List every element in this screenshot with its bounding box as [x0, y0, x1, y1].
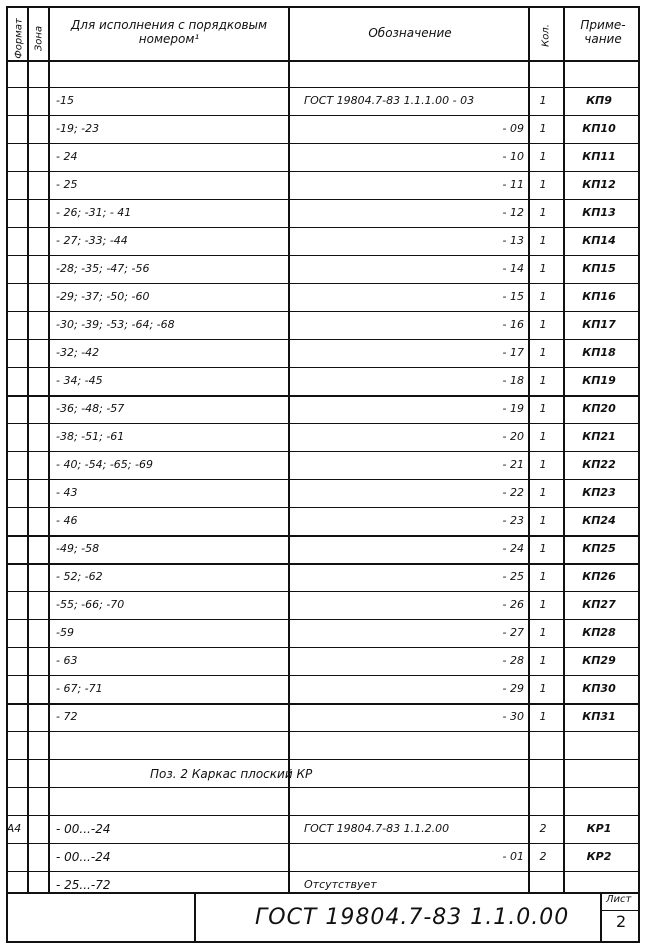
row-qty: 1 — [539, 486, 547, 499]
grid-hline — [6, 591, 640, 592]
grid-hline — [6, 647, 640, 648]
row-designation: ГОСТ 19804.7-83 1.1.1.00 - 03 — [304, 94, 475, 107]
row-note: КП15 — [582, 262, 616, 275]
row-note: КП9 — [586, 94, 612, 107]
row-qty: 1 — [539, 682, 547, 695]
row-qty: 1 — [539, 542, 547, 555]
row-qty: 1 — [539, 654, 547, 667]
row-note: КП10 — [582, 122, 616, 135]
grid-hline — [6, 367, 640, 368]
row-qty: 1 — [539, 570, 547, 583]
row-note: КП24 — [582, 514, 616, 527]
row-qty: 1 — [539, 402, 547, 415]
row-variant: -30; -39; -53; -64; -68 — [56, 318, 175, 331]
grid-hline — [6, 255, 640, 256]
row-qty: 2 — [539, 822, 547, 835]
grid-hline — [6, 227, 640, 228]
row-qty: 1 — [539, 122, 547, 135]
row-variant: -19; -23 — [56, 122, 100, 135]
grid-hline — [6, 283, 640, 284]
row-variant: - 34; -45 — [56, 374, 103, 387]
row-note: КР1 — [586, 822, 612, 835]
row-variant: -32; -42 — [56, 346, 100, 359]
grid-hline — [6, 451, 640, 452]
sheet-number: 2 — [616, 912, 627, 931]
row-variant: -28; -35; -47; -56 — [56, 262, 150, 275]
header-variant: Для исполнения с порядковым номером¹ — [70, 18, 268, 46]
row-variant: - 25...-72 — [56, 878, 111, 892]
header-note: Приме-чание — [580, 18, 626, 46]
grid-hline — [6, 535, 640, 537]
row-qty: 1 — [539, 206, 547, 219]
row-variant: - 26; -31; - 41 — [56, 206, 132, 219]
grid-hline — [6, 339, 640, 340]
row-qty: 1 — [539, 514, 547, 527]
row-designation: - 17 — [502, 346, 524, 359]
row-variant: -36; -48; -57 — [56, 402, 125, 415]
row-variant: - 46 — [56, 514, 78, 527]
row-qty: 1 — [539, 262, 547, 275]
row-designation: - 27 — [502, 626, 524, 639]
header-designation: Обозначение — [368, 26, 452, 40]
grid-hline — [6, 479, 640, 480]
grid-hline — [6, 871, 640, 872]
row-designation: - 16 — [502, 318, 524, 331]
row-designation: - 10 — [502, 150, 524, 163]
row-designation: - 21 — [502, 458, 524, 471]
row-variant: - 00...-24 — [56, 850, 111, 864]
row-variant: - 24 — [56, 150, 78, 163]
row-designation: - 29 — [502, 682, 524, 695]
grid-hline — [600, 910, 640, 911]
row-designation: - 28 — [502, 654, 524, 667]
header-zone: Зона — [33, 25, 45, 52]
row-designation: - 01 — [502, 850, 524, 863]
row-variant: - 27; -33; -44 — [56, 234, 128, 247]
row-qty: 1 — [539, 374, 547, 387]
grid-hline — [6, 759, 640, 760]
row-qty: 1 — [539, 598, 547, 611]
row-designation: - 14 — [502, 262, 524, 275]
row-variant: - 67; -71 — [56, 682, 103, 695]
grid-hline — [6, 143, 640, 144]
row-designation: Отсутствует — [304, 878, 377, 891]
grid-hline — [6, 507, 640, 508]
row-designation: - 30 — [502, 710, 524, 723]
grid-vline — [600, 892, 602, 943]
title-block-doc: ГОСТ 19804.7-83 1.1.0.00 — [255, 905, 570, 930]
row-variant: -15 — [56, 94, 74, 107]
row-note: КП12 — [582, 178, 616, 191]
grid-hline — [6, 675, 640, 676]
row-variant: - 63 — [56, 654, 78, 667]
row-qty: 1 — [539, 290, 547, 303]
grid-hline — [6, 787, 640, 788]
row-designation: - 25 — [502, 570, 524, 583]
grid-hline — [6, 311, 640, 312]
row-variant: - 40; -54; -65; -69 — [56, 458, 153, 471]
grid-hline — [6, 843, 640, 844]
grid-vline — [194, 892, 196, 943]
row-qty: 1 — [539, 710, 547, 723]
row-qty: 1 — [539, 346, 547, 359]
row-designation: - 12 — [502, 206, 524, 219]
row-note: КП16 — [582, 290, 616, 303]
row-qty: 1 — [539, 178, 547, 191]
grid-hline — [6, 171, 640, 172]
row-note: КП28 — [582, 626, 616, 639]
row-note: КП26 — [582, 570, 616, 583]
row-designation: - 19 — [502, 402, 524, 415]
row-qty: 1 — [539, 318, 547, 331]
grid-hline — [6, 703, 640, 705]
grid-hline — [6, 619, 640, 620]
row-note: КП11 — [582, 150, 616, 163]
row-qty: 2 — [539, 850, 547, 863]
row-variant: -55; -66; -70 — [56, 598, 125, 611]
row-note: КП21 — [582, 430, 616, 443]
header-qty: Кол. — [540, 24, 552, 47]
row-note: КР2 — [586, 850, 612, 863]
row-note: КП31 — [582, 710, 616, 723]
row-format: А4 — [6, 822, 22, 835]
row-note: КП29 — [582, 654, 616, 667]
row-qty: 1 — [539, 458, 547, 471]
sheet-label: Лист — [606, 894, 632, 905]
row-qty: 1 — [539, 234, 547, 247]
row-qty: 1 — [539, 94, 547, 107]
row-designation: - 23 — [502, 514, 524, 527]
row-variant: -59 — [56, 626, 74, 639]
row-qty: 1 — [539, 626, 547, 639]
row-designation: - 11 — [502, 178, 524, 191]
row-note: КП30 — [582, 682, 616, 695]
row-designation: - 13 — [502, 234, 524, 247]
row-variant: -49; -58 — [56, 542, 100, 555]
grid-hline — [6, 87, 640, 88]
row-note: КП20 — [582, 402, 616, 415]
row-designation: - 24 — [502, 542, 524, 555]
row-note: КП19 — [582, 374, 616, 387]
row-note: КП14 — [582, 234, 616, 247]
row-variant: - 72 — [56, 710, 78, 723]
grid-hline — [6, 563, 640, 565]
row-note: КП25 — [582, 542, 616, 555]
row-note: КП17 — [582, 318, 616, 331]
row-designation: - 09 — [502, 122, 524, 135]
row-variant: -29; -37; -50; -60 — [56, 290, 150, 303]
row-note: КП18 — [582, 346, 616, 359]
row-variant: - 00...-24 — [56, 822, 111, 836]
header-format: Формат — [13, 18, 25, 59]
row-variant: - 52; -62 — [56, 570, 103, 583]
grid-hline — [6, 815, 640, 816]
grid-hline — [6, 115, 640, 116]
row-designation: - 20 — [502, 430, 524, 443]
row-designation: - 26 — [502, 598, 524, 611]
row-designation: - 22 — [502, 486, 524, 499]
row-note: КП22 — [582, 458, 616, 471]
row-note: КП27 — [582, 598, 616, 611]
row-variant: - 43 — [56, 486, 78, 499]
row-qty: 1 — [539, 430, 547, 443]
row-designation: ГОСТ 19804.7-83 1.1.2.00 — [304, 822, 450, 835]
grid-hline — [6, 60, 640, 62]
grid-hline — [6, 395, 640, 397]
row-note: КП13 — [582, 206, 616, 219]
row-designation: - 18 — [502, 374, 524, 387]
row-designation: - 15 — [502, 290, 524, 303]
row-note: КП23 — [582, 486, 616, 499]
drawing-sheet — [6, 6, 640, 943]
row-qty: 1 — [539, 150, 547, 163]
grid-hline — [6, 423, 640, 424]
section-title: Поз. 2 Каркас плоский КР — [150, 767, 313, 781]
row-variant: - 25 — [56, 178, 78, 191]
grid-hline — [6, 199, 640, 200]
row-variant: -38; -51; -61 — [56, 430, 125, 443]
grid-hline — [6, 731, 640, 732]
grid-hline — [6, 892, 640, 894]
